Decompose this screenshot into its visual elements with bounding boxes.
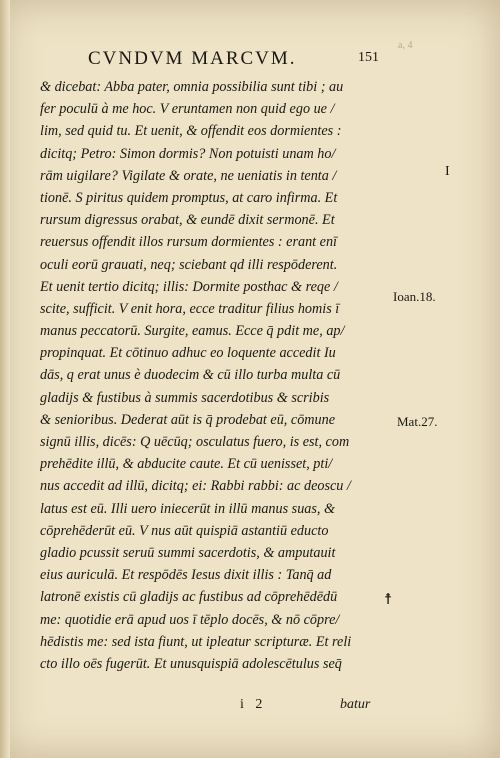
- text-line: oculi eorū grauati, neq; sciebant qd illi respōderent.: [40, 256, 338, 273]
- text-line: rām uigilare? Vigilate & orate, ne ueniatis in tenta /: [40, 167, 337, 184]
- text-line: & senioribus. Dederat aūt is q̄ prodebat eū, cōmune: [40, 411, 336, 428]
- margin-mark: I: [445, 164, 450, 179]
- running-head: CVNDVM MARCVM.: [88, 48, 297, 69]
- text-line: reuersus offendit illos rursum dormientes : erant enī: [40, 234, 338, 251]
- margin-cross-mark: ☨: [384, 592, 393, 608]
- text-line: cōprehēderūt eū. V nus aūt quispiā astantiū educto: [40, 522, 329, 539]
- folio-number: 151: [358, 50, 379, 65]
- text-line: prehēdite illū, & abducite caute. Et cū uenisset, pti/: [40, 456, 333, 473]
- page-footer: [0, 697, 500, 717]
- body-text: [40, 76, 385, 675]
- page-binding-edge: [0, 0, 10, 758]
- text-line: latronē existis cū gladijs ac fustibus ad cōprehēdēdū: [40, 589, 338, 606]
- text-line: & dicebat: Abba pater, omnia possibilia sunt tibi ; au: [40, 79, 344, 95]
- text-line: cto illo oēs fugerūt. Et unusquispiā adolescētulus seq̄: [40, 655, 342, 672]
- text-line: latus est eū. Illi uero iniecerūt in illū manus suas, &: [40, 500, 336, 517]
- text-line: nus accedit ad illū, dicitq; ei: Rabbi rabbi: ac deoscu /: [40, 478, 351, 495]
- catchword: batur: [340, 697, 371, 712]
- text-line: eius auriculā. Et respōdēs Iesus dixit illis : Tanq̄ ad: [40, 567, 332, 584]
- text-line: dicitq; Petro: Simon dormis? Non potuisti unam ho/: [40, 145, 336, 162]
- text-line: gladijs & fustibus à summis sacerdotibus & scribis: [40, 389, 330, 406]
- text-line: Et uenit tertio dicitq; illis: Dormite posthac & reqe /: [40, 278, 338, 295]
- margin-reference-matthew: Mat.27.: [397, 414, 438, 429]
- text-line: manus peccatorū. Surgite, eamus. Ecce q̄ pdit me, ap/: [40, 323, 345, 340]
- margin-reference-john: Ioan.18.: [393, 289, 436, 304]
- signature-mark: i 2: [240, 697, 267, 712]
- text-line: propinquat. Et cōtinuo adhuc eo loquente accedit Iu: [40, 345, 336, 362]
- text-line: hēdistis me: sed ista fiunt, ut ipleatur scripturæ. Et reli: [40, 633, 352, 650]
- text-line: fer poculū à me hoc. V eruntamen non quid ego ue /: [40, 101, 335, 118]
- text-line: me: quotidie erā apud uos ī tēplo docēs, & nō cōpre/: [40, 611, 340, 628]
- text-line: scite, sufficit. V enit hora, ecce traditur filius homis ī: [40, 300, 340, 317]
- text-line: rursum digressus orabat, & eundē dixit sermonē. Et: [40, 212, 335, 229]
- text-line: dās, q erat unus è duodecim & cū illo turba multa cū: [40, 367, 341, 384]
- page-header: [0, 48, 500, 72]
- text-line: signū illis, dicēs: Q uēcūq; osculatus fuero, is est, com: [40, 434, 350, 450]
- text-line: tionē. S piritus quidem promptus, at caro infirma. Et: [40, 189, 338, 206]
- text-line: gladio pcussit seruū summi sacerdotis, & amputauit: [40, 544, 336, 561]
- faint-corner-mark: a, 4: [398, 40, 413, 51]
- text-line: lim, sed quid tu. Et uenit, & offendit eos dormientes :: [40, 123, 342, 140]
